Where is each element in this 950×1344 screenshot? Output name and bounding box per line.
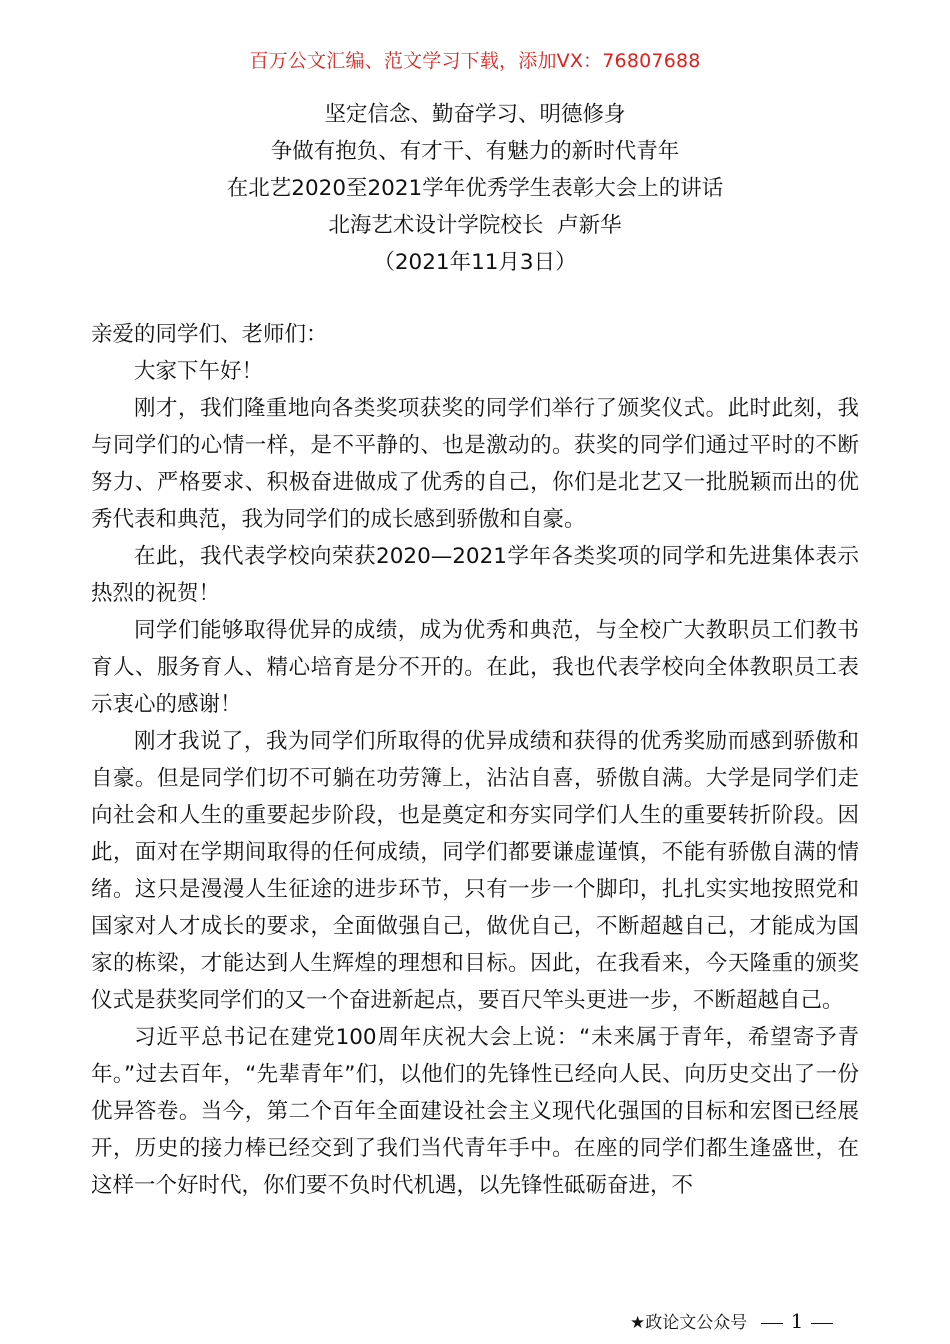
title-line-3: 在北艺2020至2021学年优秀学生表彰大会上的讲话 [226, 176, 724, 201]
footer-label: ★政论文公众号 [630, 1313, 748, 1333]
speech-body [91, 316, 859, 1204]
page-footer [630, 1308, 841, 1333]
paragraph-1: 刚才，我们隆重地向各类奖项获奖的同学们举行了颁奖仪式。此时此刻，我与同学们的心情一样，是不平静的、也是激动的。获奖的同学们通过平时的不断努力、严格要求、积极奋进做成了优秀的自己，你们是北艺又一批脱颖而出的优秀代表和典范，我为同学们的成长感到骄傲和自豪。 [91, 396, 859, 532]
speaker-line: 北海艺术设计学院校长 卢新华 [328, 213, 622, 238]
speech-title-block [0, 96, 950, 281]
paragraph-2: 在此，我代表学校向荣获2020—2021学年各类奖项的同学和先进集体表示热烈的祝贺！ [91, 544, 859, 606]
title-line-2: 争做有抱负、有才干、有魅力的新时代青年 [270, 139, 680, 164]
footer-dash-right [811, 1323, 833, 1324]
salutation: 亲爱的同学们、老师们： [91, 322, 328, 347]
paragraph-4: 刚才我说了，我为同学们所取得的优异成绩和获得的优秀奖励而感到骄傲和自豪。但是同学们切不可躺在功劳簿上，沾沾自喜，骄傲自满。大学是同学们走向社会和人生的重要起步阶段，也是奠定和夯实同学们人生的重要转折阶段。因此，面对在学期间取得的任何成绩，同学们都要谦虚谨慎，不能有骄傲自满的情绪。这只是漫漫人生征途的进步环节，只有一步一个脚印，扎扎实实地按照党和国家对人才成长的要求，全面做强自己，做优自己，不断超越自己，才能成为国家的栋梁，才能达到人生辉煌的理想和目标。因此，在我看来，今天隆重的颁奖仪式是获奖同学们的又一个奋进新起点，要百尺竿头更进一步，不断超越自己。 [91, 729, 859, 1013]
paragraph-5: 习近平总书记在建党100周年庆祝大会上说：“未来属于青年，希望寄予青年。”过去百年，“先辈青年”们，以他们的先锋性已经向人民、向历史交出了一份优异答卷。当今，第二个百年全面建设社会主义现代化强国的目标和宏图已经展开，历史的接力棒已经交到了我们当代青年手中。在座的同学们都生逢盛世，在这样一个好时代，你们要不负时代机遇，以先锋性砥砺奋进，不 [91, 1025, 859, 1198]
paragraph-3: 同学们能够取得优异的成绩，成为优秀和典范，与全校广大教职员工们教书育人、服务育人、精心培育是分不开的。在此，我也代表学校向全体教职员工表示衷心的感谢！ [91, 618, 859, 717]
speech-date: （2021年11月3日） [373, 250, 577, 275]
watermark-banner: 百万公文汇编、范文学习下载，添加VX：76807688 [249, 50, 701, 72]
title-line-1: 坚定信念、勤奋学习、明德修身 [324, 102, 626, 127]
greeting: 大家下午好！ [134, 359, 264, 384]
page-number: 1 [790, 1309, 804, 1333]
footer-dash-left [761, 1323, 783, 1324]
